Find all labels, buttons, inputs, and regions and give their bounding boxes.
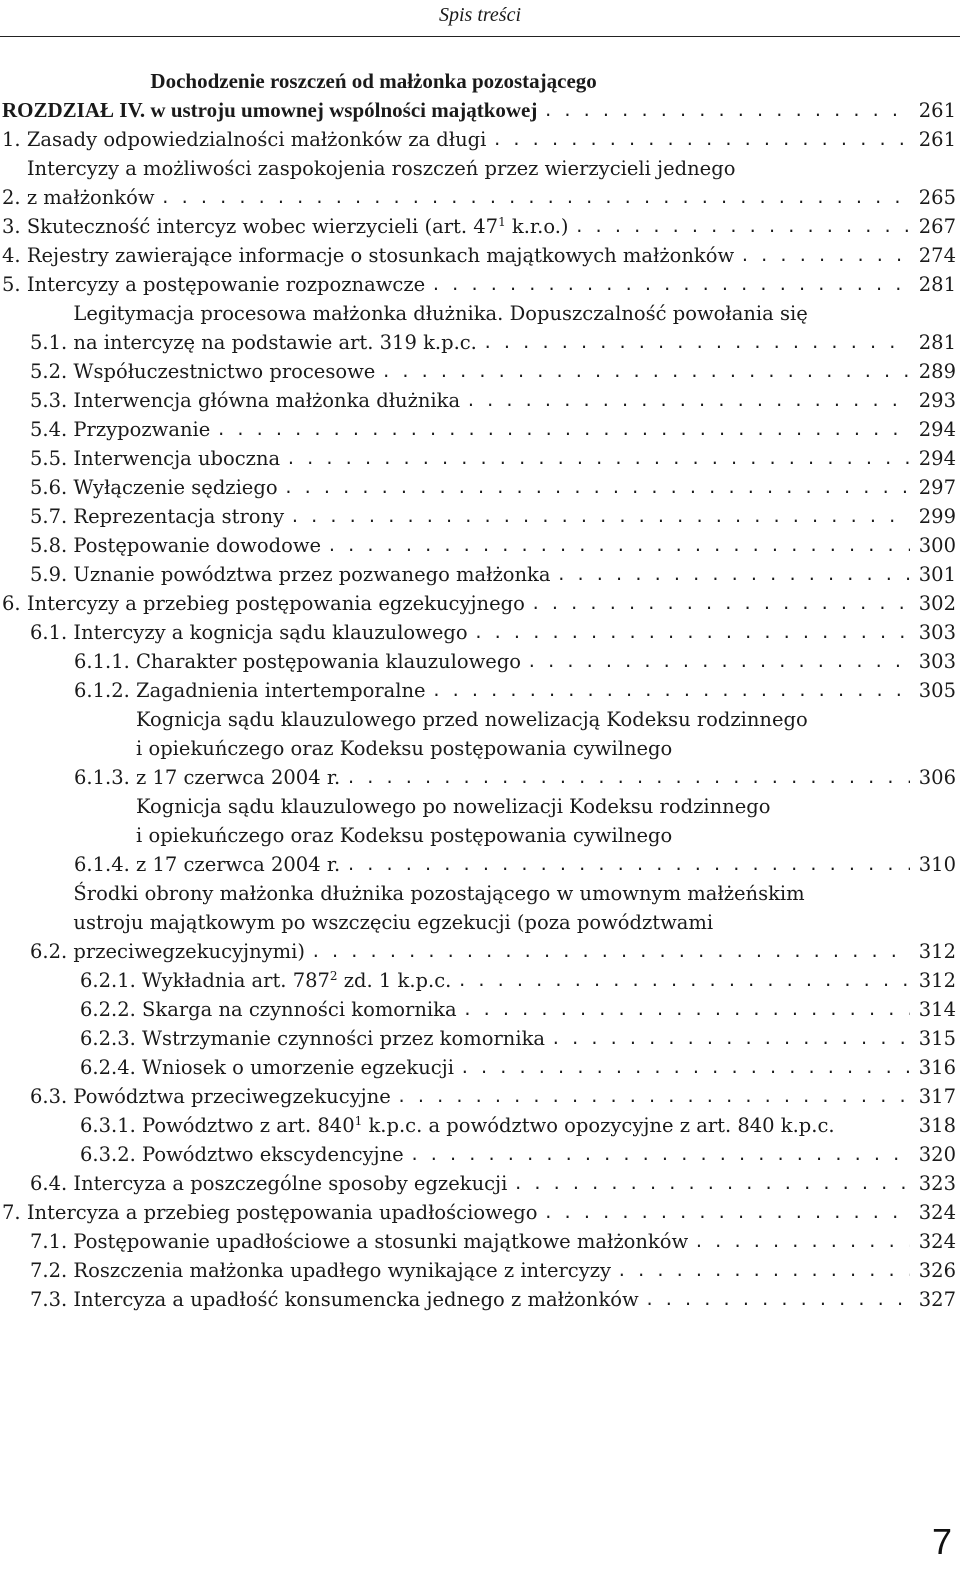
- toc-entry[interactable]: [0, 966, 956, 995]
- toc-entry-number: 6.2.2.: [80, 998, 143, 1021]
- dot-leader: [525, 589, 910, 618]
- toc-entry[interactable]: [0, 1256, 956, 1285]
- dot-leader: [460, 386, 910, 415]
- dot-leader: [451, 966, 910, 995]
- toc-entry-title: ustroju majątkowym po wszczęciu egzekucji (poza powództwami: [73, 911, 714, 934]
- toc-entry-title: Kognicja sądu klauzulowego po nowelizacji Kodeksu rodzinnego: [136, 795, 771, 818]
- toc-entry-number: 6.4.: [30, 1172, 74, 1195]
- toc-entry[interactable]: [0, 1053, 956, 1082]
- toc-entry-title: Skuteczność intercyz wobec wierzycieli (art. $47^1$ k.r.o.): [26, 215, 569, 238]
- toc-entry-title: Współuczestnictwo procesowe: [73, 360, 376, 383]
- toc-entry-page: 314: [918, 998, 956, 1021]
- toc-entry[interactable]: [0, 444, 956, 473]
- toc-entry[interactable]: [0, 995, 956, 1024]
- toc-entry[interactable]: [0, 502, 956, 531]
- toc-entry[interactable]: [0, 647, 956, 676]
- toc-entry-title: Intercyza a przebieg postępowania upadłościowego: [26, 1201, 538, 1224]
- toc-entry-page: 297: [918, 476, 956, 499]
- toc-entry-page: 303: [918, 650, 956, 673]
- toc-entry-number: 6.1.2.: [74, 679, 137, 702]
- dot-leader: [375, 357, 910, 386]
- toc-entry-number: 6.3.1.: [80, 1114, 143, 1137]
- toc-entry-page: 261: [918, 128, 956, 151]
- toc-entry-page: 274: [918, 244, 956, 267]
- toc-entry-number: 6.1.1.: [74, 650, 137, 673]
- toc-entry-title: Postępowanie dowodowe: [73, 534, 322, 557]
- toc-entry[interactable]: [0, 270, 956, 299]
- toc-entry[interactable]: [0, 1169, 956, 1198]
- toc-entry-number: 5.7.: [30, 505, 74, 528]
- toc-entry-number: ROZDZIAŁ IV.: [2, 98, 151, 122]
- toc-entry-number: 7.1.: [30, 1230, 74, 1253]
- toc-entry-page: 310: [918, 853, 956, 876]
- superscript: 1: [354, 1114, 363, 1128]
- dot-leader: [280, 444, 910, 473]
- dot-leader: [321, 531, 910, 560]
- toc-entry[interactable]: [0, 676, 956, 705]
- toc-entry-page: 323: [918, 1172, 956, 1195]
- dot-leader: [155, 183, 910, 212]
- dot-leader: [425, 270, 910, 299]
- toc-entry[interactable]: [0, 560, 956, 589]
- toc-entry[interactable]: [0, 415, 956, 444]
- toc-entry[interactable]: [0, 67, 956, 125]
- dot-leader: [569, 212, 910, 241]
- toc-entry[interactable]: [0, 473, 956, 502]
- toc-entry[interactable]: [0, 1082, 956, 1111]
- toc-entry-title: z 17 czerwca 2004 r.: [136, 766, 341, 789]
- dot-leader: [210, 415, 910, 444]
- toc-entry-number: 6.1.4.: [74, 853, 137, 876]
- toc-entry[interactable]: [0, 879, 956, 966]
- toc-entry-number: 5.1.: [30, 331, 74, 354]
- dot-leader: [639, 1285, 910, 1314]
- toc-entry-title: Skarga na czynności komornika: [142, 998, 457, 1021]
- toc-entry-page: 281: [918, 273, 956, 296]
- toc-entry-title: Interwencja uboczna: [73, 447, 281, 470]
- toc-entry-title: Środki obrony małżonka dłużnika pozostającego w umownym małżeńskim: [73, 882, 805, 905]
- dot-leader: [305, 937, 910, 966]
- dot-leader: [391, 1082, 910, 1111]
- toc-entry-page: 324: [918, 1230, 956, 1253]
- toc-entry-title: Intercyzy a możliwości zaspokojenia roszczeń przez wierzycieli jednego: [26, 157, 736, 180]
- dot-leader: [278, 473, 910, 502]
- toc-entry-number: 5.6.: [30, 476, 74, 499]
- toc-entry-number: 4.: [2, 244, 27, 267]
- toc-entry[interactable]: [0, 154, 956, 212]
- toc-entry-title: Rejestry zawierające informacje o stosunkach majątkowych małżonków: [26, 244, 735, 267]
- toc-entry-title: z małżonków: [26, 186, 155, 209]
- dot-leader: [426, 676, 910, 705]
- toc-entry-title: Powództwo z art. $840^1$ k.p.c. a powództwo opozycyjne z art. 840 k.p.c.: [142, 1114, 835, 1137]
- toc-entry-page: 261: [918, 99, 956, 122]
- toc-entry-title: Kognicja sądu klauzulowego przed nowelizacją Kodeksu rodzinnego: [136, 708, 808, 731]
- dot-leader: [340, 763, 910, 792]
- toc-entry-page: 315: [918, 1027, 956, 1050]
- toc-entry-title: Wykładnia art. $787^2$ zd. 1 k.p.c.: [142, 969, 452, 992]
- dot-leader: [477, 328, 910, 357]
- dot-leader: [734, 241, 910, 270]
- toc-entry[interactable]: [0, 792, 956, 879]
- toc-entry-number: 6.: [2, 592, 27, 615]
- dot-leader: [611, 1256, 910, 1285]
- dot-leader: [545, 1024, 910, 1053]
- toc-entry-number: 7.3.: [30, 1288, 74, 1311]
- dot-leader: [538, 1198, 910, 1227]
- toc-entry[interactable]: [0, 705, 956, 792]
- toc-entry[interactable]: [0, 1227, 956, 1256]
- toc-entry-page: 316: [918, 1056, 956, 1079]
- toc-entry[interactable]: [0, 357, 956, 386]
- dot-leader: [457, 995, 910, 1024]
- toc-entry-title: Zagadnienia intertemporalne: [136, 679, 426, 702]
- toc-entry-page: 324: [918, 1201, 956, 1224]
- toc-entry[interactable]: [0, 386, 956, 415]
- toc-entry-page: 306: [918, 766, 956, 789]
- toc-entry-page: 289: [918, 360, 956, 383]
- toc-entry-title: Intercyza a poszczególne sposoby egzekucji: [73, 1172, 508, 1195]
- running-header-title: Spis treści: [438, 4, 522, 26]
- toc-entry-page: 293: [918, 389, 956, 412]
- toc-entry[interactable]: [0, 1111, 956, 1140]
- toc-entry-page: 265: [918, 186, 956, 209]
- dot-leader: [284, 502, 910, 531]
- toc-entry-title: Charakter postępowania klauzulowego: [136, 650, 522, 673]
- toc-entry-title: przeciwegzekucyjnymi): [73, 940, 305, 963]
- toc-entry[interactable]: [0, 212, 956, 241]
- toc-entry-number: 7.2.: [30, 1259, 74, 1282]
- toc-entry-title: Interwencja główna małżonka dłużnika: [73, 389, 461, 412]
- toc-entry-title: Roszczenia małżonka upadłego wynikające z intercyzy: [73, 1259, 612, 1282]
- toc-entry-page: 299: [918, 505, 956, 528]
- toc-entry[interactable]: [0, 1198, 956, 1227]
- toc-entry[interactable]: [0, 241, 956, 270]
- toc-entry-page: 312: [918, 940, 956, 963]
- toc-entry-title: Wyłączenie sędziego: [73, 476, 278, 499]
- toc-entry-title: Intercyzy a przebieg postępowania egzekucyjnego: [26, 592, 525, 615]
- dot-leader: [486, 125, 910, 154]
- toc-entry-title: Zasady odpowiedzialności małżonków za długi: [26, 128, 487, 151]
- dot-leader: [468, 618, 910, 647]
- running-header: [0, 0, 960, 37]
- toc-entry-number: 5.9.: [30, 563, 74, 586]
- toc-entry-number: 7.: [2, 1201, 27, 1224]
- toc-entry-page: 294: [918, 418, 956, 441]
- toc-entry-title: Legitymacja procesowa małżonka dłużnika. Dopuszczalność powołania się: [73, 302, 808, 325]
- toc-entry-title: i opiekuńczego oraz Kodeksu postępowania cywilnego: [136, 737, 673, 760]
- toc-entry-number: 5.3.: [30, 389, 74, 412]
- toc-entry-title: Powództwa przeciwegzekucyjne: [73, 1085, 391, 1108]
- toc-entry-number: 6.3.2.: [80, 1143, 143, 1166]
- toc-entry-page: 305: [918, 679, 956, 702]
- toc-entry-number: 6.3.: [30, 1085, 74, 1108]
- toc-entry-page: 320: [918, 1143, 956, 1166]
- toc-entry[interactable]: [0, 618, 956, 647]
- toc-entry-title: Postępowanie upadłościowe a stosunki majątkowe małżonków: [73, 1230, 689, 1253]
- toc-entry-number: 6.2.4.: [80, 1056, 143, 1079]
- toc-entry-number: 6.1.3.: [74, 766, 137, 789]
- toc-entry-page: 281: [918, 331, 956, 354]
- toc-entry-title: Wstrzymanie czynności przez komornika: [142, 1027, 546, 1050]
- toc-entry-page: 318: [918, 1114, 956, 1137]
- toc-entry[interactable]: [0, 125, 956, 154]
- page-number: 7: [931, 1521, 952, 1562]
- toc-entry-title: Intercyzy a postępowanie rozpoznawcze: [26, 273, 426, 296]
- table-of-contents: [0, 67, 956, 1314]
- toc-entry-number: 6.2.: [30, 940, 74, 963]
- toc-entry[interactable]: [0, 1285, 956, 1314]
- dot-leader: [551, 560, 911, 589]
- toc-entry-page: 317: [918, 1085, 956, 1108]
- dot-leader: [404, 1140, 910, 1169]
- dot-leader: [521, 647, 910, 676]
- toc-entry-number: 5.2.: [30, 360, 74, 383]
- toc-entry-number: 3.: [2, 215, 27, 238]
- toc-entry-number: 5.5.: [30, 447, 74, 470]
- superscript: 1: [498, 215, 506, 229]
- toc-entry[interactable]: [0, 589, 956, 618]
- toc-entry-page: 300: [918, 534, 956, 557]
- toc-entry-number: 1.: [2, 128, 27, 151]
- toc-entry-number: 2.: [2, 186, 27, 209]
- toc-entry-number: 6.1.: [30, 621, 74, 644]
- dot-leader: [454, 1053, 910, 1082]
- toc-entry-title: na intercyzę na podstawie art. 319 k.p.c.: [73, 331, 477, 354]
- toc-entry-title: Reprezentacja strony: [73, 505, 285, 528]
- toc-entry-title: z 17 czerwca 2004 r.: [136, 853, 341, 876]
- toc-entry-page: 267: [918, 215, 956, 238]
- toc-entry[interactable]: [0, 1024, 956, 1053]
- dot-leader: [537, 96, 910, 125]
- toc-entry-number: 5.4.: [30, 418, 74, 441]
- toc-entry-number: 5.8.: [30, 534, 74, 557]
- toc-entry-page: 301: [918, 563, 956, 586]
- dot-leader: [340, 850, 910, 879]
- toc-entry-number: 6.2.1.: [80, 969, 143, 992]
- toc-entry-title: Dochodzenie roszczeń od małżonka pozostającego: [150, 69, 597, 93]
- toc-entry-title: w ustroju umownej wspólności majątkowej: [150, 98, 538, 122]
- toc-entry-page: 303: [918, 621, 956, 644]
- toc-entry-title: Wniosek o umorzenie egzekucji: [142, 1056, 454, 1079]
- toc-entry-page: 294: [918, 447, 956, 470]
- dot-leader: [688, 1227, 910, 1256]
- toc-entry-title: i opiekuńczego oraz Kodeksu postępowania cywilnego: [136, 824, 673, 847]
- toc-entry-page: 312: [918, 969, 956, 992]
- toc-entry[interactable]: [0, 531, 956, 560]
- toc-entry[interactable]: [0, 1140, 956, 1169]
- dot-leader: [507, 1169, 910, 1198]
- toc-entry-title: Intercyza a upadłość konsumencka jednego z małżonków: [73, 1288, 639, 1311]
- toc-entry-title: Intercyzy a kognicja sądu klauzulowego: [73, 621, 468, 644]
- toc-entry-number: 6.2.3.: [80, 1027, 143, 1050]
- superscript: 2: [329, 969, 338, 983]
- toc-entry-title: Powództwo ekscydencyjne: [142, 1143, 404, 1166]
- toc-entry-number: 5.: [2, 273, 27, 296]
- toc-entry-page: 326: [918, 1259, 956, 1282]
- toc-entry-title: Przypozwanie: [73, 418, 211, 441]
- toc-entry-page: 327: [918, 1288, 956, 1311]
- toc-entry[interactable]: [0, 299, 956, 357]
- toc-entry-page: 302: [918, 592, 956, 615]
- toc-entry-title: Uznanie powództwa przez pozwanego małżonka: [73, 563, 551, 586]
